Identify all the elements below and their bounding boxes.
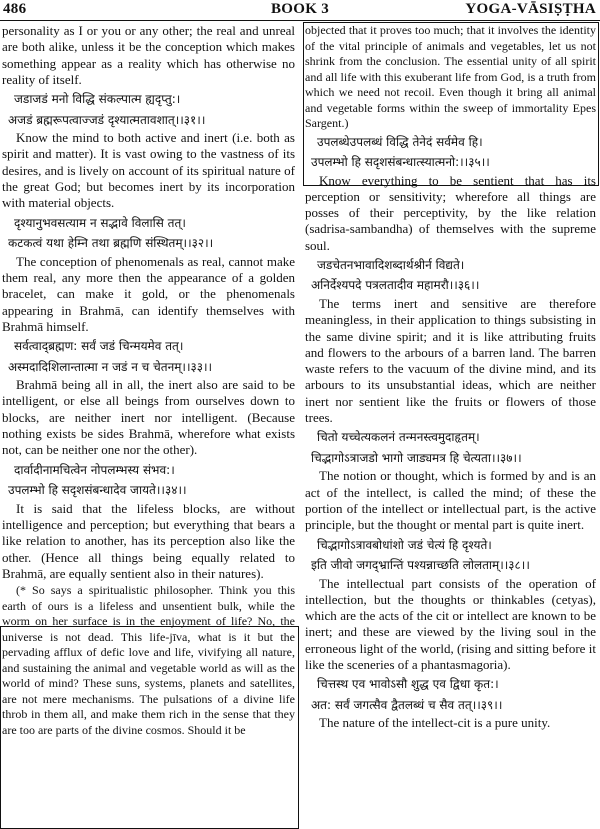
verse-line: उपलम्भो हि सदृशसंबन्धात्स्यात्मनो:।।३५।। xyxy=(311,155,490,169)
verse-line: उपलम्भो हि सदृशसंबन्धादेव जायते।।३४।। xyxy=(8,483,187,498)
verse-line: चित्तस्थ एव भावोऽसौ शुद्ध एव द्विधा कृत:। xyxy=(317,677,499,692)
verse-line: चिद्भागोऽत्रावबोधांशो जडं चेत्यं हि दृश्यते। xyxy=(317,537,492,552)
book-label: BOOK 3 xyxy=(270,1,330,17)
running-title: YOGA-VĀSIṢṬHA xyxy=(465,1,596,17)
footnote-box-left xyxy=(0,626,299,829)
paragraph: personality as I or you or any other; the real and unreal are both alike, unless it be the conception which makes something appear as a reality which has otherwise no reality of itself. xyxy=(2,23,295,87)
verse-line: अत: सर्वं जगत्सैव द्वैतलब्धं च सैव तत्।।३९।। xyxy=(311,697,503,712)
verse-line: अनिर्देश्यपदे पत्रलतादीव महामरौ।।३६।। xyxy=(311,278,480,293)
paragraph: The terms inert and sensitive are therefore meaningless, in their application to things subsisting in the same divine spirit; and it is like attributing fruits and flowers to the arbours of a barren land. The barren waste refers to the vacuum of the divine mind, and its arbours to its unsubstantial ideas, which are neither inert nor sentient like the fruits or flowers of those trees. xyxy=(305,295,596,426)
paragraph: It is said that the lifeless blocks, are without intelligence and perception; but everything that bears a like relation to another, has its perception also like the other. (Hence all things being equally related to Brahmā, are equally sentient also in their natures). xyxy=(2,500,295,581)
paragraph: The intellectual part consists of the operation of intellection, but the thoughts or thinkables (cetyas), which are the acts of the cit or intellect are known to be inert; and these are viewed by the living soul in the erroneous light of the world, (rising and sitting before it like the sceneries of a phantasmagoria). xyxy=(305,575,596,673)
paragraph: Know everything to be sentient that has its perception or sensitivity; wherefore all things are posses of their perceptivity, by the like relation (sadrisa-sambandha) of themselves with the supreme soul. xyxy=(305,172,596,253)
paragraph: Know the mind to both active and inert (i.e. both as spirit and matter). It is vast owing to the vastness of its desires, and is lively on account of its spiritual nature of the great God; but becomes inert by its incorporation with material objects. xyxy=(2,130,295,211)
page-number: 486 xyxy=(3,1,27,17)
paragraph: The notion or thought, which is formed by and is an act of the intellect, is called the mind; of these the portion of the intellect or intellectual part, is the active principle, but the thought or mental part is quite inert. xyxy=(305,468,596,533)
header-rule xyxy=(0,20,600,21)
verse-line: सर्वत्वाद्ब्रह्मण: सर्वं जडं चिन्मयमेव तत्। xyxy=(14,339,184,354)
verse-line: चितो यच्चेत्यकलनं तन्मनस्त्वमुदाहृतम्। xyxy=(317,430,480,445)
paragraph: Brahmā being all in all, the inert also are said to be intelligent, or else all beings from ourselves down to blocks, are neither inert nor intelligent. (Because nothing exists be sides Brahmā, wherefore what exists not, can be neither one nor the other). xyxy=(2,377,295,458)
footnote-continued: objected that it proves too much; that it involves the identity of the vital principle of animals and vegetables, let us not shrink from the conclusion. The essential unity of all spirit and all life with this exuberant life from God, is a truth from which we need not recoil. Even though it bring all animal and vegetable forms within the sweep of immortality Epes Sargent.) xyxy=(305,23,596,130)
running-header xyxy=(0,0,600,20)
verse-line: जडचेतनभावादिशब्दार्थश्रीर्न विद्यते। xyxy=(317,257,465,272)
verse-line: चिद्भागोऽत्राजडो भागो जाड्यमत्र हि चेत्यता।।३७।। xyxy=(311,450,522,465)
paragraph: The conception of phenomenals as real, cannot make them real, any more then the appearance of a golden bracelet, can make it gold, or the phenomenals appearing in Brahmā, can identify themselves with Brahmā himself. xyxy=(2,253,295,334)
verse-line: जडाजडं मनो विद्धि संकल्पात्म ह्यदृप्तु:। xyxy=(14,92,181,107)
verse-line: दृश्यानुभवसत्याम न सद्भावे विलासि तत्। xyxy=(14,215,186,230)
verse-line: कटकत्वं यथा हेम्नि तथा ब्रह्मणि संस्थितम्।।३२।। xyxy=(8,236,214,251)
footnote-box-right xyxy=(303,22,599,186)
verse-line: दार्वादीनामचित्वेन नोपलम्भस्य संभव:। xyxy=(14,462,175,477)
paragraph: The nature of the intellect-cit is a pure unity. xyxy=(319,715,551,731)
verse-line: उपलब्धेउपलब्धं विद्धि तेनेदं सर्वमेव हि। xyxy=(317,134,483,149)
verse-line: अजडं ब्रह्मरूपत्वाज्जडं दृश्यात्मतावशात्।।३१।। xyxy=(8,112,206,127)
verse-line: इति जीवो जगद्भ्रान्तिं पश्यन्नाच्छति लोलताम्।।३८।। xyxy=(311,558,530,573)
verse-line: अस्मदादिशिलान्तात्मा न जडं न च चेतनम्।।३३।। xyxy=(8,359,213,374)
footnote: (* So says a spiritualistic philosopher. Think you this earth of ours is a lifeless and unsentient bulk, while the worm on her surface is in the enjoyment of life? No, the universe is not dead. This life-jīva, what is it but the pervading afflux of defic love and life, vivifying all nature, and sustaining the animal and vegetable world as will as the world of mind? These suns, systems, planets and satellites, are not mere mechanisms. The pulsations of a divine life throb in them all, and make them rich in the sense that they are too are parts of the divine cosmos. Should it be xyxy=(2,583,295,737)
